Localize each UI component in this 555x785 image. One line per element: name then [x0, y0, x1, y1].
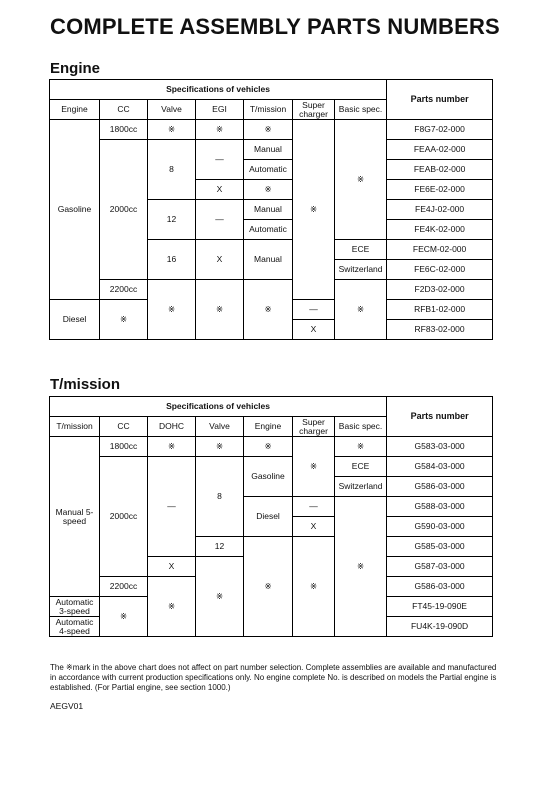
- cc-cell: 2000cc: [100, 140, 148, 280]
- col-header-basic-spec: Basic spec.: [335, 100, 387, 120]
- mark-cell: ※: [244, 437, 293, 457]
- dohc-cell: —: [148, 457, 196, 557]
- engine-parts-table: [49, 79, 493, 340]
- tmission-automatic-3speed: Automatic 3-speed: [50, 597, 100, 617]
- engine-cell: Diesel: [244, 497, 293, 537]
- mark-cell: ※: [293, 537, 335, 637]
- part-number: RF83-02-000: [387, 320, 493, 340]
- dohc-cell: X: [148, 557, 196, 577]
- part-number: FE4J-02-000: [387, 200, 493, 220]
- mark-cell: ※: [335, 280, 387, 340]
- part-number: G586-03-000: [387, 477, 493, 497]
- specs-header: Specifications of vehicles: [50, 80, 387, 100]
- col-header-engine: Engine: [50, 100, 100, 120]
- part-number: G585-03-000: [387, 537, 493, 557]
- part-number: G590-03-000: [387, 517, 493, 537]
- tmission-parts-table: [49, 396, 493, 637]
- basic-spec-cell: ECE: [335, 240, 387, 260]
- page-title: COMPLETE ASSEMBLY PARTS NUMBERS: [50, 14, 500, 39]
- mark-cell: ※: [196, 437, 244, 457]
- tmission-automatic-4speed: Automatic 4-speed: [50, 617, 100, 637]
- part-number: FEAB-02-000: [387, 160, 493, 180]
- col-header-tmission: T/mission: [244, 100, 293, 120]
- col-header-valve: Valve: [148, 100, 196, 120]
- col-header-supercharger: Super charger: [293, 100, 335, 120]
- egi-cell: —: [196, 140, 244, 180]
- footnote: The ※mark in the above chart does not affect on part number selection. Complete assemblies are available and manufactured in accordance with current production specifications only. No engine complete No. is described on models the Partial engine is established. (For Partial engine, see section 1000.): [50, 663, 497, 692]
- mark-cell: ※: [293, 120, 335, 300]
- mark-cell: ※: [335, 120, 387, 240]
- part-number: FE6E-02-000: [387, 180, 493, 200]
- mark-cell: ※: [148, 280, 196, 340]
- valve-cell: 8: [196, 457, 244, 537]
- basic-spec-cell: Switzerland: [335, 477, 387, 497]
- cc-cell: 2200cc: [100, 577, 148, 597]
- egi-cell: X: [196, 180, 244, 200]
- mark-cell: ※: [196, 120, 244, 140]
- valve-cell: 16: [148, 240, 196, 280]
- mark-cell: ※: [148, 577, 196, 637]
- engine-section-heading: Engine: [50, 60, 101, 77]
- mark-cell: ※: [100, 597, 148, 637]
- col-header-cc: CC: [100, 100, 148, 120]
- engine-cell: Gasoline: [244, 457, 293, 497]
- basic-spec-cell: ECE: [335, 457, 387, 477]
- col-header-egi: EGI: [196, 100, 244, 120]
- parts-number-header: Parts number: [387, 397, 493, 437]
- part-number: FU4K-19-090D: [387, 617, 493, 637]
- part-number: FE4K-02-000: [387, 220, 493, 240]
- col-header-dohc: DOHC: [148, 417, 196, 437]
- valve-cell: 12: [196, 537, 244, 557]
- part-number: FE6C-02-000: [387, 260, 493, 280]
- engine-diesel: Diesel: [50, 300, 100, 340]
- part-number: FECM-02-000: [387, 240, 493, 260]
- document-code: AEGV01: [50, 701, 84, 711]
- mark-cell: ※: [244, 120, 293, 140]
- part-number: G584-03-000: [387, 457, 493, 477]
- basic-spec-cell: Switzerland: [335, 260, 387, 280]
- col-header-supercharger: Super charger: [293, 417, 335, 437]
- mark-cell: ※: [335, 497, 387, 637]
- tmission-cell: Manual: [244, 200, 293, 220]
- col-header-basic-spec: Basic spec.: [335, 417, 387, 437]
- tmission-section-heading: T/mission: [50, 376, 121, 393]
- mark-cell: ※: [148, 437, 196, 457]
- parts-number-header: Parts number: [387, 80, 493, 120]
- mark-cell: ※: [148, 120, 196, 140]
- cc-cell: 1800cc: [100, 437, 148, 457]
- mark-cell: ※: [244, 280, 293, 340]
- part-number: G587-03-000: [387, 557, 493, 577]
- mark-cell: ※: [100, 300, 148, 340]
- part-number: F8G7-02-000: [387, 120, 493, 140]
- tmission-cell: Manual: [244, 240, 293, 280]
- tmission-manual-5speed: Manual 5-speed: [50, 437, 100, 597]
- mark-cell: ※: [196, 280, 244, 340]
- valve-cell: 12: [148, 200, 196, 240]
- specs-header: Specifications of vehicles: [50, 397, 387, 417]
- supercharger-cell: X: [293, 517, 335, 537]
- col-header-cc: CC: [100, 417, 148, 437]
- mark-cell: ※: [244, 537, 293, 637]
- egi-cell: X: [196, 240, 244, 280]
- tmission-cell: Manual: [244, 140, 293, 160]
- col-header-valve: Valve: [196, 417, 244, 437]
- supercharger-cell: X: [293, 320, 335, 340]
- mark-cell: ※: [244, 180, 293, 200]
- engine-gasoline: Gasoline: [50, 120, 100, 300]
- part-number: FEAA-02-000: [387, 140, 493, 160]
- part-number: G583-03-000: [387, 437, 493, 457]
- mark-cell: ※: [335, 437, 387, 457]
- cc-cell: 1800cc: [100, 120, 148, 140]
- col-header-engine: Engine: [244, 417, 293, 437]
- cc-cell: 2200cc: [100, 280, 148, 300]
- supercharger-cell: —: [293, 300, 335, 320]
- col-header-tmission: T/mission: [50, 417, 100, 437]
- part-number: FT45-19-090E: [387, 597, 493, 617]
- part-number: G586-03-000: [387, 577, 493, 597]
- tmission-cell: Automatic: [244, 160, 293, 180]
- part-number: RFB1-02-000: [387, 300, 493, 320]
- cc-cell: 2000cc: [100, 457, 148, 577]
- egi-cell: —: [196, 200, 244, 240]
- supercharger-cell: —: [293, 497, 335, 517]
- mark-cell: ※: [293, 437, 335, 497]
- mark-cell: ※: [196, 557, 244, 637]
- part-number: F2D3-02-000: [387, 280, 493, 300]
- valve-cell: 8: [148, 140, 196, 200]
- part-number: G588-03-000: [387, 497, 493, 517]
- tmission-cell: Automatic: [244, 220, 293, 240]
